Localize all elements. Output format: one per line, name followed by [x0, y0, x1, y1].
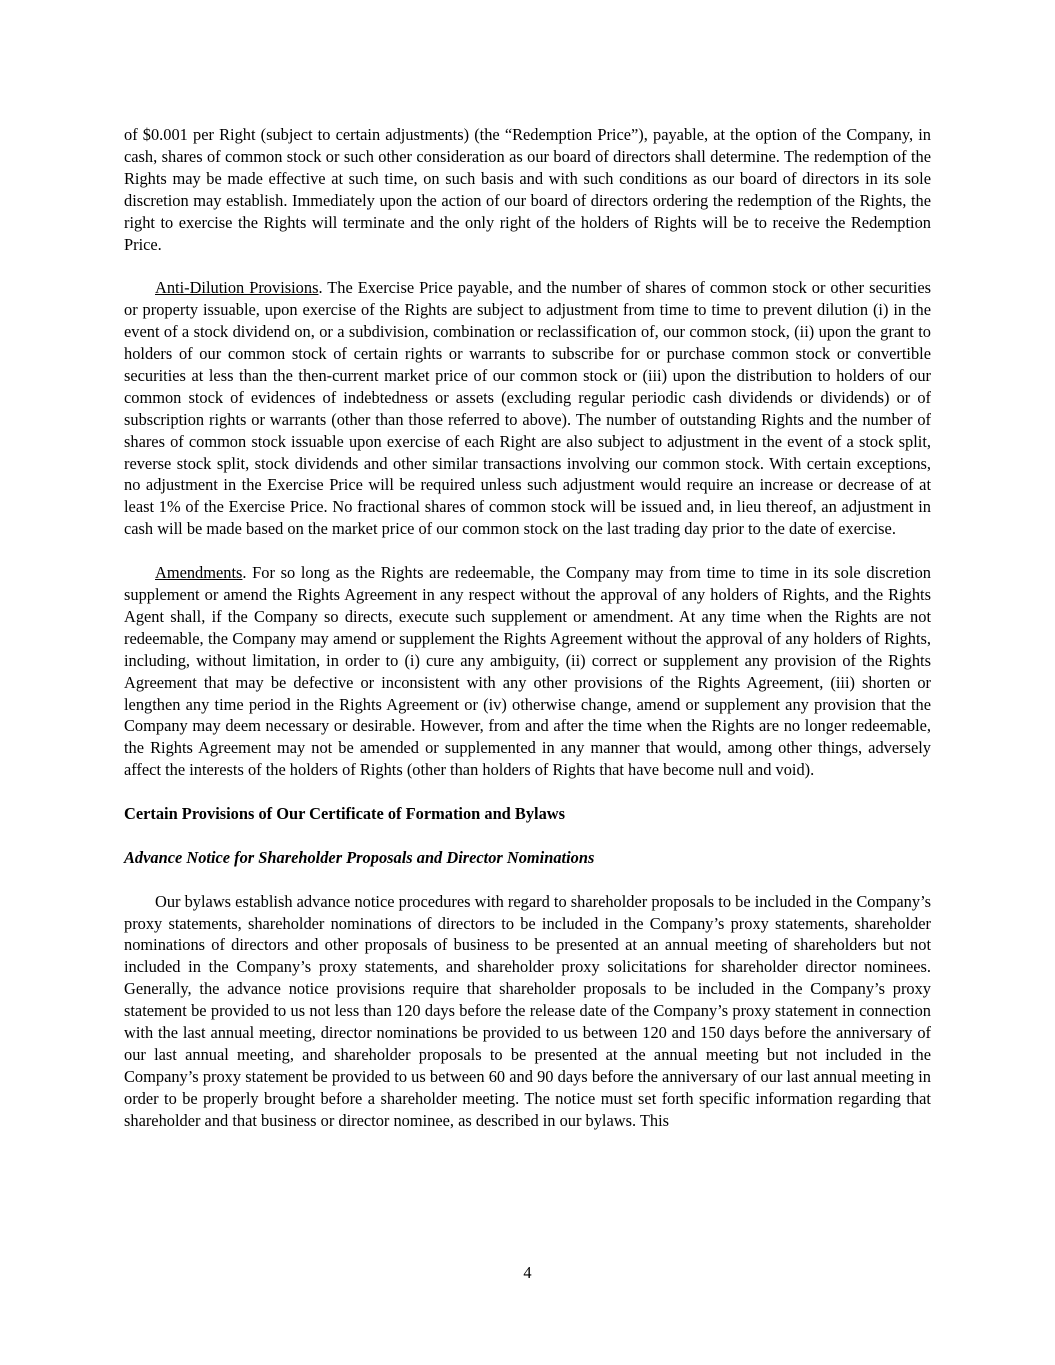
- amendments-body: . For so long as the Rights are redeemable, the Company may from time to time in its sole discretion supplement or amend the Rights Agreement in any respect without the approval of any holders of Rights, and the Rights Agent shall, if the Company so directs, execute such supplement or amendment. At any time when the Rights are not redeemable, the Company may amend or supplement the Rights Agreement without the approval of any holders of Rights, including, without limitation, in order to (i) cure any ambiguity, (ii) correct or supplement any provision of the Rights Agreement that may be defective or inconsistent with any other provisions of the Rights Agreement, (iii) shorten or lengthen any time period in the Rights Agreement or (iv) otherwise change, amend or supplement any provision that the Company may deem necessary or desirable. However, from and after the time when the Rights are no longer redeemable, the Rights Agreement may not be amended or supplemented in any manner that would, among other things, adversely affect the interests of the holders of Rights (other than holders of Rights that have become null and void).: [124, 563, 931, 780]
- anti-dilution-paragraph: [124, 277, 931, 540]
- section-heading: Certain Provisions of Our Certificate of Formation and Bylaws: [124, 804, 565, 824]
- redemption-paragraph: of $0.001 per Right (subject to certain adjustments) (the “Redemption Price”), payable, at the option of the Company, in cash, shares of common stock or such other consideration as our board of directors shall determine. The redemption of the Rights may be made effective at such time, on such basis and with such conditions as our board of directors in its sole discretion may establish. Immediately upon the action of our board of directors ordering the redemption of the Rights, the right to exercise the Rights will terminate and the only right of the holders of Rights will be to receive the Redemption Price.: [124, 125, 931, 254]
- anti-dilution-title: Anti-Dilution Provisions: [155, 278, 319, 298]
- document-page: [124, 124, 931, 1132]
- amendments-title: Amendments: [155, 563, 243, 583]
- page-number: 4: [523, 1263, 532, 1282]
- amendments-paragraph: [124, 562, 931, 781]
- subsection-heading: Advance Notice for Shareholder Proposals and Director Nominations: [124, 847, 595, 867]
- anti-dilution-body: . The Exercise Price payable, and the number of shares of common stock or other securities or property issuable, upon exercise of the Rights are subject to adjustment from time to time to prevent dilution (i) in the event of a stock dividend on, or a subdivision, combination or reclassification of, our common stock, (ii) upon the grant to holders of our common stock of certain rights or warrants to subscribe for or purchase common stock or convertible securities at less than the then-current market price of our common stock or (iii) upon the distribution to holders of our common stock of evidences of indebtedness or assets (excluding regular periodic cash dividends or dividends) or of subscription rights or warrants (other than those referred to above). The number of outstanding Rights and the number of shares of common stock issuable upon exercise of each Right are also subject to adjustment in the event of a stock split, reverse stock split, stock dividends and other similar transactions involving our common stock. With certain exceptions, no adjustment in the Exercise Price will be required unless such adjustment would require an increase or decrease of at least 1% of the Exercise Price. No fractional shares of common stock will be issued and, in lieu thereof, an adjustment in cash will be made based on the market price of our common stock on the last trading day prior to the date of exercise.: [124, 278, 931, 539]
- advance-notice-paragraph: Our bylaws establish advance notice procedures with regard to shareholder proposals to be included in the Company’s proxy statements, shareholder nominations of directors to be included in the Company’s proxy statements, shareholder nominations of directors and other proposals of business to be presented at an annual meeting of shareholders but not included in the Company’s proxy statements, and shareholder proxy solicitations for shareholder director nominees. Generally, the advance notice provisions require that shareholder proposals to be included in the Company’s proxy statement be provided to us not less than 120 days before the release date of the Company’s proxy statement in connection with the last annual meeting, director nominations be provided to us between 120 and 150 days before the anniversary of our last annual meeting, and shareholder proposals to be presented at the annual meeting but not included in the Company’s proxy statement be provided to us between 60 and 90 days before the anniversary of our last annual meeting in order to be properly brought before a shareholder meeting. The notice must set forth specific information regarding that shareholder and that business or director nominee, as described in our bylaws. This: [124, 891, 931, 1130]
